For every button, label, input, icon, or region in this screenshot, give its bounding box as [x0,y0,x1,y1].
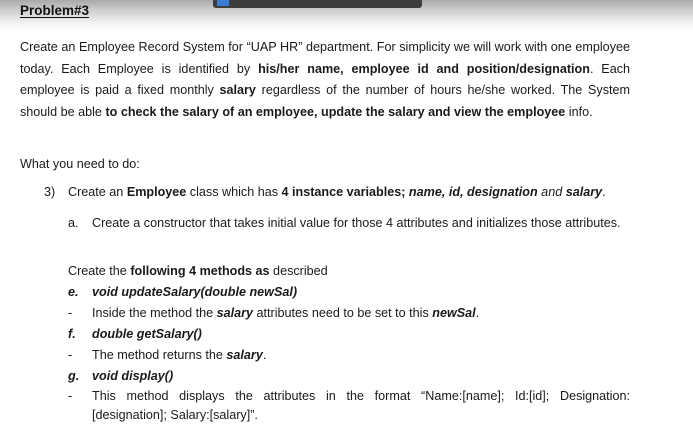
method-f-signature: double getSalary() [92,327,202,341]
intro-paragraph [20,37,630,123]
method-e-desc-salary: salary [216,306,254,320]
task-bold-class: Employee [126,185,187,199]
method-f-desc-1: The method returns the [92,348,227,362]
task-text-2: class which has [186,185,282,199]
methods-intro-text-2: described [269,264,328,278]
intro-text-4: info. [565,104,593,119]
intro-bold-salary: salary [219,83,256,97]
method-e-desc [68,306,479,320]
method-f-desc [68,348,266,362]
method-g-signature: void display() [92,369,174,383]
subtask-a-label: a. [68,216,79,230]
problem-title: Problem#3 [20,3,90,18]
method-e-label: e. [68,285,79,299]
method-f-desc-2: . [262,348,267,362]
method-g-dash: - [68,389,73,403]
intro-bold-identity: his/her name, employee id and position/designation [258,61,590,76]
intro-bold-capabilities: to check the salary of an employee, update the salary and view the employee [105,104,566,119]
subtask-a [68,213,630,234]
method-e-desc-1: Inside the method the [92,306,217,320]
method-e-heading [68,285,297,299]
method-e-desc-newsal: newSal [432,306,476,320]
method-e-signature: void updateSalary(double newSal) [92,285,298,299]
method-f-dash: - [68,348,73,362]
task-text-3: and [537,185,566,199]
methods-intro [68,264,328,278]
method-g-desc [68,387,630,425]
intro-text-2: . Each employee is paid a fixed monthly [20,61,631,97]
task-var-salary: salary [565,185,603,199]
method-e-desc-3: . [475,306,480,320]
toolbar-strip [213,0,422,8]
method-f-label: f. [68,327,76,341]
method-g-label: g. [68,369,80,383]
subtask-a-text: Create a constructor that takes initial value for those 4 attributes and initializes those attributes. [92,216,621,230]
method-g-desc-text: This method displays the attributes in the format “Name:[name]; Id:[id]; Designation:[designation]; Salary:[salary]”. [92,389,630,422]
task-number: 3) [44,185,56,199]
methods-intro-bold: following 4 methods as [130,264,270,278]
task-text-4: . [602,185,606,199]
task-vars-names: name, id, designation [405,185,538,199]
task-bold-vars: 4 instance variables; [281,185,406,199]
methods-intro-text-1: Create the [68,264,131,278]
need-heading: What you need to do: [20,157,140,171]
toolbar-app-icon [217,0,229,6]
task-item-3 [44,185,606,199]
method-e-dash: - [68,306,73,320]
method-e-desc-2: attributes need to be set to this [253,306,433,320]
method-f-heading [68,327,202,341]
method-g-heading [68,369,173,383]
intro-text-3: regardless of the number of hours he/she worked. The System should be able [20,83,630,119]
task-text-1: Create an [68,185,127,199]
intro-text-1: Create an Employee Record System for “UAP HR” department. For simplicity we will work with one employee today. Each Employee is identified by [20,40,630,76]
method-f-desc-salary: salary [226,348,263,362]
